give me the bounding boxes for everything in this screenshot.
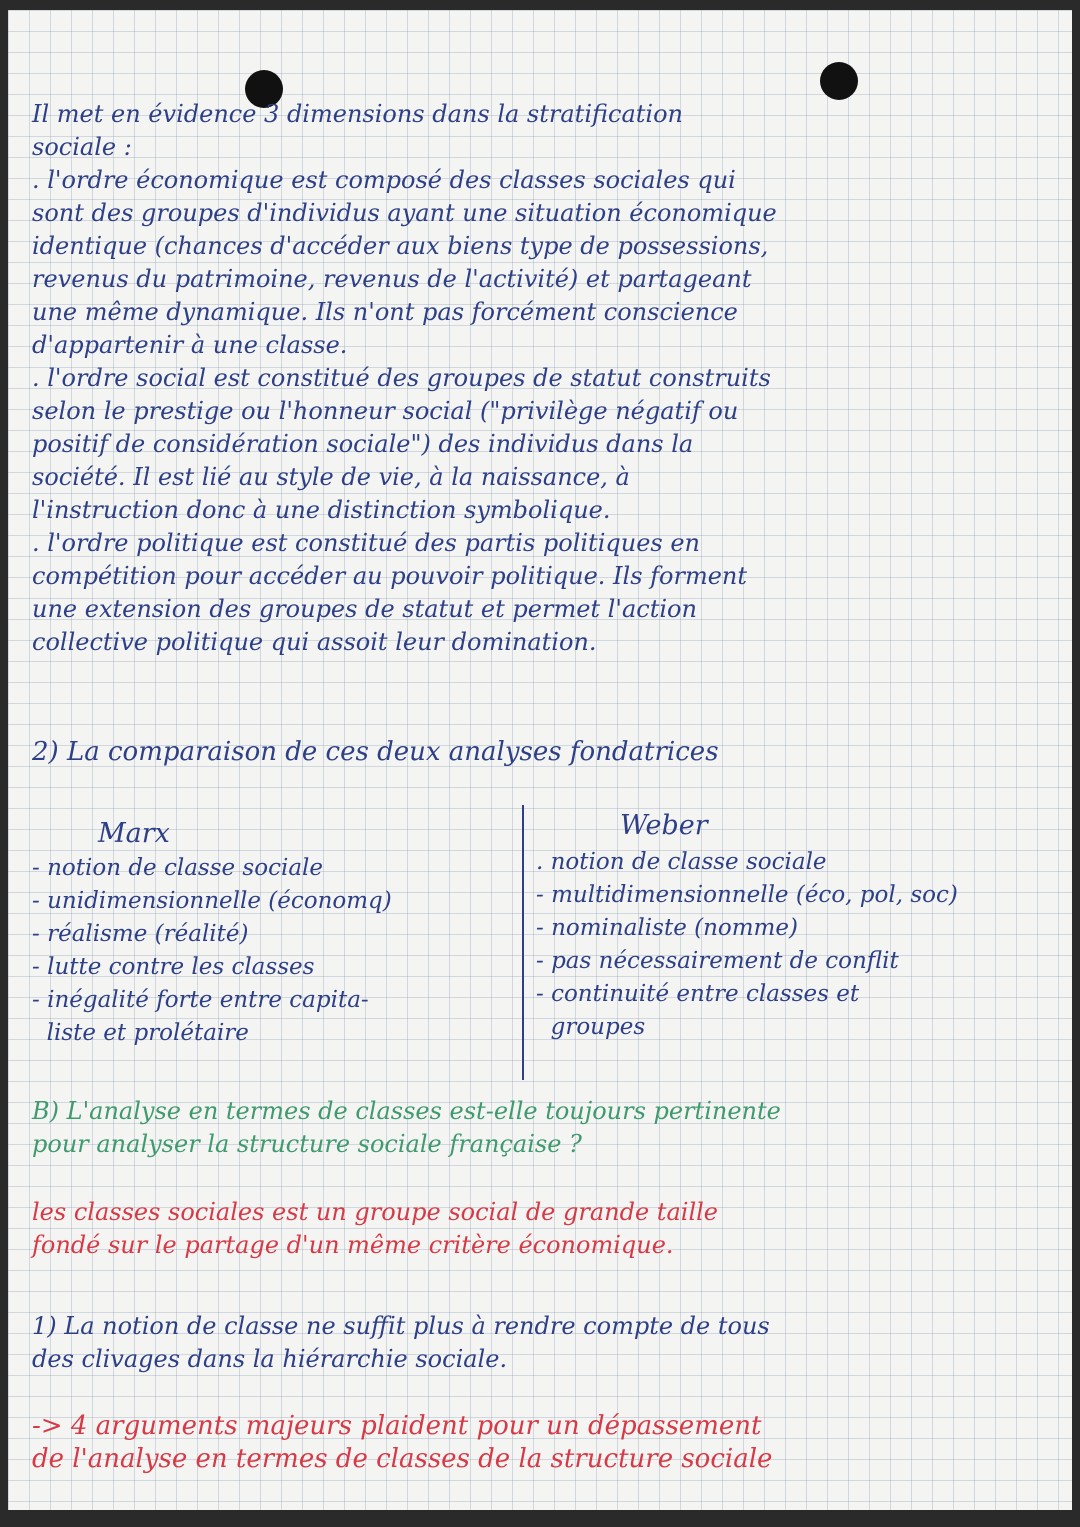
section-b-title: B) L'analyse en termes de classes est-elle toujours pertinente pour analyser la structure sociale française ? [32, 1097, 781, 1158]
list-item: - pas nécessairement de conflit [536, 948, 899, 974]
list-item: - inégalité forte entre capita- [32, 987, 369, 1013]
notebook-page [8, 10, 1072, 1510]
weber-list [536, 846, 1066, 1044]
list-item: - unidimensionnelle (économq) [32, 888, 392, 914]
arguments-text: -> 4 arguments majeurs plaident pour un dépassement de l'analyse en termes de classes de la structure sociale [32, 1411, 773, 1474]
definition-text: les classes sociales est un groupe social de grande taille fondé sur le partage d'un même critère économique. [32, 1198, 718, 1259]
list-item: - multidimensionnelle (éco, pol, soc) [536, 882, 958, 908]
binder-hole [820, 62, 858, 100]
list-item: - continuité entre classes et [536, 981, 860, 1007]
marx-column-title: Marx [98, 818, 170, 849]
list-item: liste et prolétaire [32, 1020, 249, 1046]
list-item: - notion de classe sociale [32, 855, 324, 881]
list-item: - réalisme (réalité) [32, 921, 249, 947]
weber-column-title: Weber [620, 810, 708, 841]
section-2-title: 2) La comparaison de ces deux analyses fondatrices [32, 737, 719, 767]
marx-list [32, 852, 512, 1050]
list-item: . notion de classe sociale [536, 849, 827, 875]
intro-paragraph: Il met en évidence 3 dimensions dans la stratification sociale : . l'ordre économique est composé des classes sociales qui sont des groupes d'individus ayant une situation économique identique (chances d'accéder aux biens type de possessions, revenus du patrimoine, revenus de l'activité) et partageant une même dynamique. Ils n'ont pas forcément conscience d'appartenir à une classe. . l'ordre social est constitué des groupes de statut construits selon le prestige ou l'honneur social ("privilège négatif ou positif de considération sociale") des individus dans la société. Il est lié au style de vie, à la naissance, à l'instruction donc à une distinction symbolique. . l'ordre politique est constitué des partis politiques en compétition pour accéder au pouvoir politique. Ils forment une extension des groupes de statut et permet l'action collective politique qui assoit leur domination. [32, 100, 777, 656]
list-item: groupes [536, 1014, 646, 1040]
list-item: - nominaliste (nomme) [536, 915, 798, 941]
subsection-1-title: 1) La notion de classe ne suffit plus à rendre compte de tous des clivages dans la hiérarchie sociale. [32, 1312, 770, 1373]
column-divider [522, 805, 524, 1080]
list-item: - lutte contre les classes [32, 954, 315, 980]
